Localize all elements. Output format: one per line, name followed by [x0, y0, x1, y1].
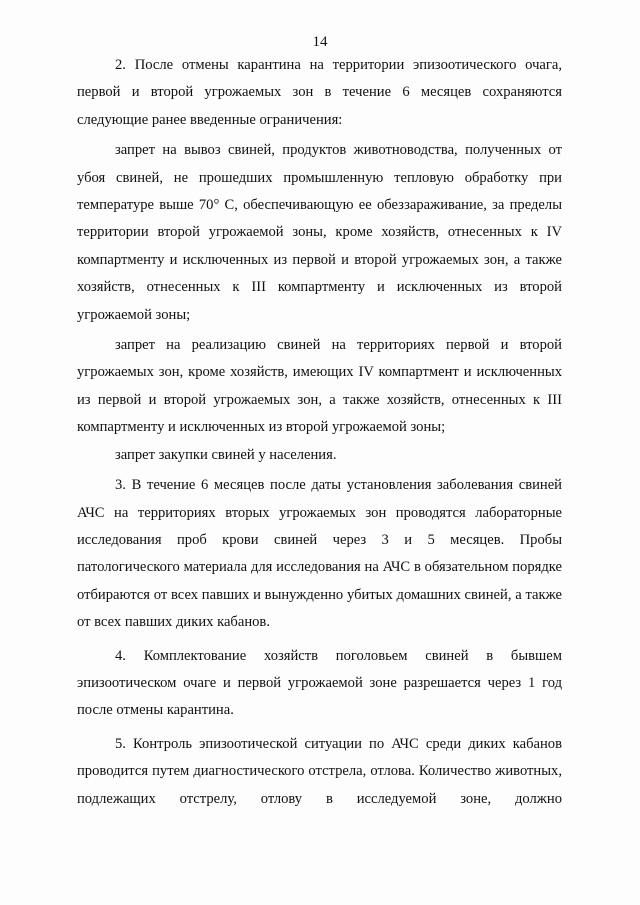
paragraph-2: 2. После отмены карантина на территории эпизоотического очага, первой и второй угрожаемых зон в течение 6 месяцев сохраняются следующие ранее введенные ограничения: — [77, 57, 562, 128]
document-body — [77, 52, 562, 813]
paragraph-2-restriction-sale: запрет на реализацию свиней на территориях первой и второй угрожаемых зон, кроме хозяйств, имеющих IV компартмент и исключенных из первой и второй угрожаемых зон, а также хозяйств, отнесенных к III компартменту и исключенных из второй угрожаемой зоны; — [77, 337, 562, 436]
page-number: 14 — [312, 34, 328, 50]
paragraph-2-restriction-export: запрет на вывоз свиней, продуктов животноводства, полученных от убоя свиней, не прошедших промышленную тепловую обработку при температуре выше 70° С, обеспечивающую ее обеззараживание, за пределы территории второй угрожаемой зоны, кроме хозяйств, отнесенных к IV компартменту и исключенных из первой и второй угрожаемых зон, а также хозяйств, отнесенных к III компартменту и исключенных из второй угрожаемой зоны; — [77, 142, 562, 323]
paragraph-4: 4. Комплектование хозяйств поголовьем свиней в бывшем эпизоотическом очаге и первой угрожаемой зоне разрешается через 1 год после отмены карантина. — [77, 647, 562, 719]
paragraph-2-restriction-purchase: запрет закупки свиней у населения. — [115, 446, 337, 463]
paragraph-3: 3. В течение 6 месяцев после даты установления заболевания свиней АЧС на территориях вторых угрожаемых зон проводятся лабораторные исследования проб крови свиней через 3 и 5 месяцев. Пробы патологического материала для исследования на АЧС в обязательном порядке отбираются от всех павших и вынужденно убитых домашних свиней, а также от всех павших диких кабанов. — [77, 477, 562, 631]
paragraph-5: 5. Контроль эпизоотической ситуации по АЧС среди диких кабанов проводится путем диагностического отстрела, отлова. Количество животных, подлежащих отстрелу, отлову в исследуемой зоне, должно — [77, 735, 562, 807]
